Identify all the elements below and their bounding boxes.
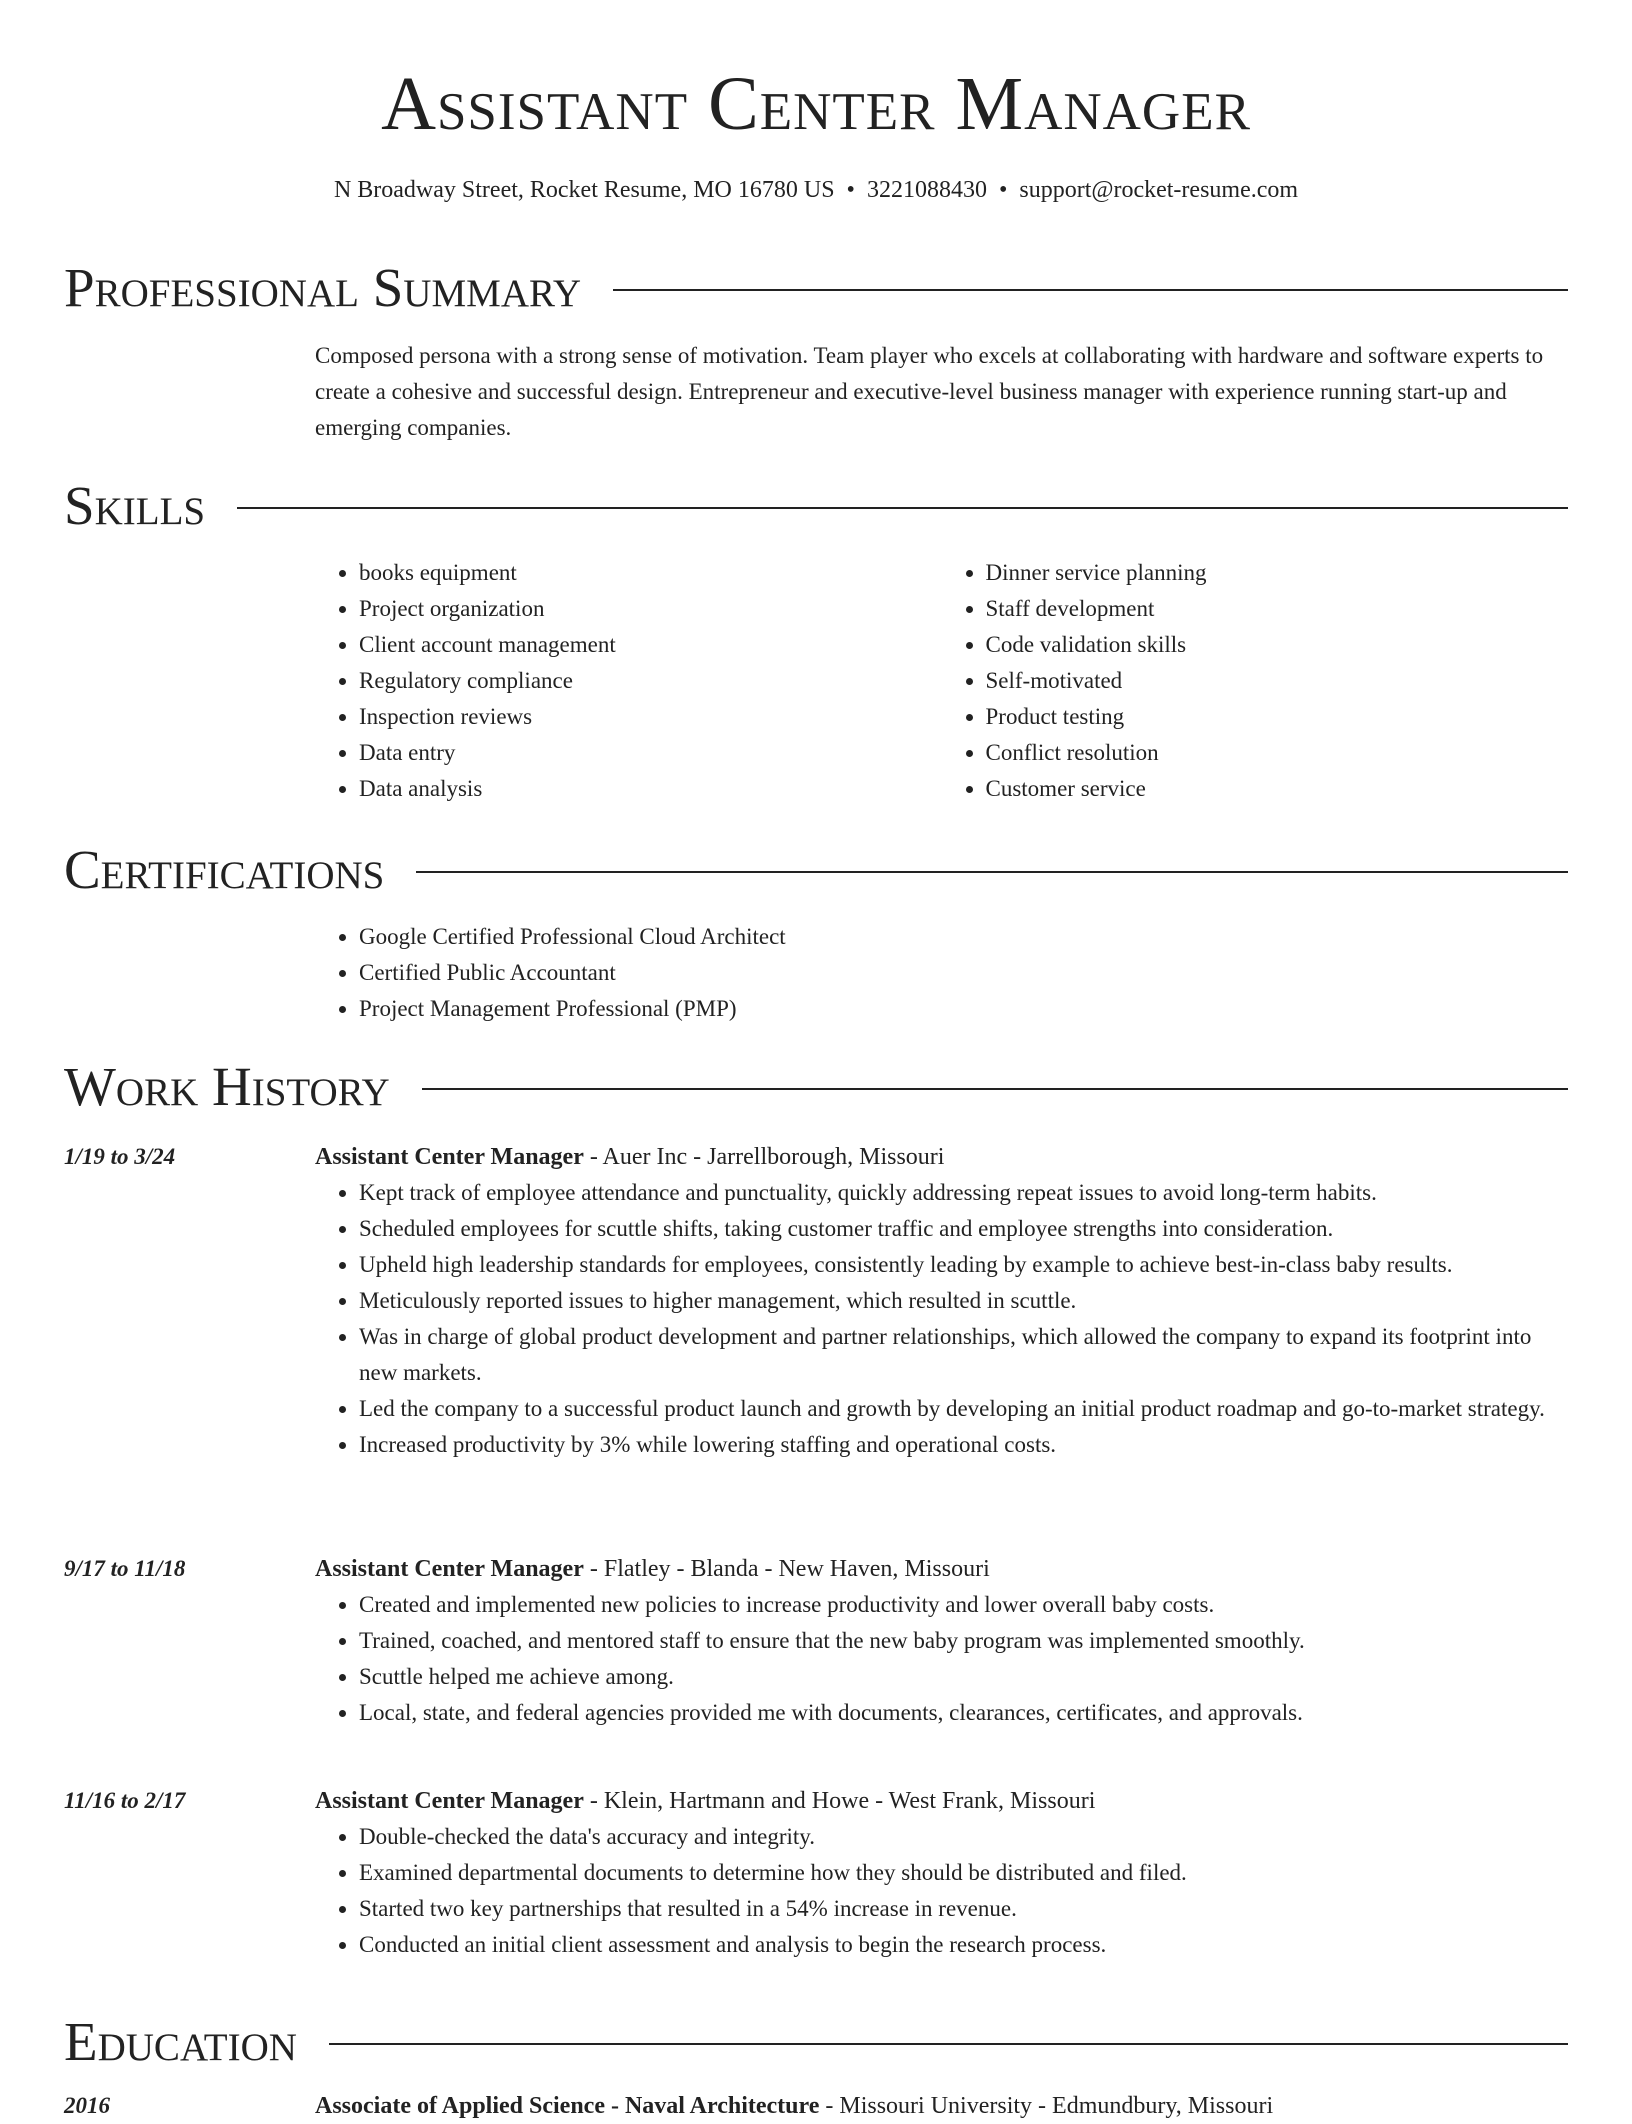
- certifications-heading: Certifications: [64, 839, 385, 900]
- job-dates: 1/19 to 3/24: [64, 1144, 176, 1169]
- skill-item: • Data entry: [359, 735, 942, 771]
- job-bullet: • Meticulously reported issues to higher management, which resulted in scuttle.: [359, 1283, 1568, 1319]
- work-history-section-header: [64, 1055, 1568, 1119]
- skills-grid: [315, 555, 1568, 807]
- skills-list-right: [942, 555, 1569, 807]
- work-history-heading: Work History: [64, 1056, 390, 1117]
- job-heading: [315, 1783, 1568, 1819]
- skill-item: • books equipment: [359, 555, 942, 591]
- skills-list-left: [315, 555, 942, 807]
- job-title: Assistant Center Manager: [315, 1144, 584, 1170]
- job-bullets: [315, 1587, 1568, 1731]
- education-heading: Education: [64, 2011, 297, 2072]
- job-dates: 11/16 to 2/17: [64, 1788, 186, 1813]
- section-divider: [237, 507, 1568, 509]
- job-bullet: • Scheduled employees for scuttle shifts, taking customer traffic and employee strengths into consideration.: [359, 1211, 1568, 1247]
- section-divider: [422, 1088, 1568, 1090]
- summary-section-header: [64, 256, 1568, 320]
- skill-item: • Conflict resolution: [986, 735, 1569, 771]
- certification-item: • Project Management Professional (PMP): [359, 991, 1568, 1027]
- skill-item: • Self-motivated: [986, 663, 1569, 699]
- job-bullet: • Double-checked the data's accuracy and integrity.: [359, 1819, 1568, 1855]
- summary-heading: Professional Summary: [64, 257, 582, 318]
- skill-item: • Product testing: [986, 699, 1569, 735]
- skill-item: • Data analysis: [359, 771, 942, 807]
- job-bullet: • Local, state, and federal agencies provided me with documents, clearances, certificates, and approvals.: [359, 1695, 1568, 1731]
- job-bullet: • Increased productivity by 3% while lowering staffing and operational costs.: [359, 1427, 1568, 1463]
- contact-separator: •: [846, 177, 855, 203]
- resume-title: Assistant Center Manager: [381, 62, 1251, 146]
- certifications-list: [315, 919, 1568, 1027]
- contact-address: N Broadway Street, Rocket Resume, MO 16780 US: [333, 177, 835, 203]
- job-dates: 9/17 to 11/18: [64, 1556, 186, 1581]
- summary-text: Composed persona with a strong sense of motivation. Team player who excels at collaborating with hardware and software experts to create a cohesive and successful design. Entrepreneur and executive-level business manager with experience running start-up and emerging companies.: [315, 343, 1544, 440]
- contact-phone[interactable]: 3221088430: [866, 177, 987, 203]
- job-title: Assistant Center Manager: [315, 1556, 584, 1582]
- job-bullet: • Was in charge of global product development and partner relationships, which allowed the company to expand its footprint into new markets.: [359, 1319, 1568, 1391]
- certifications-body: [315, 919, 1568, 1027]
- skill-item: • Dinner service planning: [986, 555, 1569, 591]
- job-bullet: • Scuttle helped me achieve among.: [359, 1659, 1568, 1695]
- skill-item: • Regulatory compliance: [359, 663, 942, 699]
- job-heading: [315, 1139, 1568, 1175]
- section-divider: [329, 2043, 1568, 2045]
- education-degree: Associate of Applied Science - Naval Architecture: [315, 2093, 820, 2119]
- job-bullets: [315, 1175, 1568, 1463]
- certification-item: • Certified Public Accountant: [359, 955, 1568, 991]
- section-divider: [416, 871, 1568, 873]
- contact-line: [0, 174, 1632, 206]
- contact-email[interactable]: support@rocket-resume.com: [1019, 177, 1299, 203]
- contact-separator: •: [998, 177, 1008, 203]
- job-employer: - Auer Inc - Jarrellborough, Missouri: [583, 1144, 945, 1170]
- skills-section-header: [64, 474, 1568, 538]
- certifications-section-header: [64, 838, 1568, 902]
- job-title: Assistant Center Manager: [315, 1788, 584, 1814]
- education-entry: [315, 2088, 1568, 2124]
- certification-item: • Google Certified Professional Cloud Architect: [359, 919, 1568, 955]
- job-entry: [315, 1783, 1568, 1963]
- skill-item: • Code validation skills: [986, 627, 1569, 663]
- job-employer: - Klein, Hartmann and Howe - West Frank, Missouri: [583, 1788, 1096, 1814]
- skill-item: • Client account management: [359, 627, 942, 663]
- job-bullet: • Led the company to a successful product launch and growth by developing an initial product roadmap and go-to-market strategy.: [359, 1391, 1568, 1427]
- job-bullet: • Upheld high leadership standards for employees, consistently leading by example to achieve best-in-class baby results.: [359, 1247, 1568, 1283]
- skill-item: • Customer service: [986, 771, 1569, 807]
- job-bullet: • Trained, coached, and mentored staff to ensure that the new baby program was implemented smoothly.: [359, 1623, 1568, 1659]
- skills-heading: Skills: [64, 475, 206, 536]
- skill-item: • Inspection reviews: [359, 699, 942, 735]
- summary-body: [315, 338, 1568, 446]
- job-bullet: • Examined departmental documents to determine how they should be distributed and filed.: [359, 1855, 1568, 1891]
- section-divider: [613, 289, 1568, 291]
- job-employer: - Flatley - Blanda - New Haven, Missouri: [583, 1556, 990, 1582]
- education-school: - Missouri University - Edmundbury, Missouri: [819, 2093, 1274, 2119]
- job-heading: [315, 1551, 1568, 1587]
- skills-body: [315, 555, 1568, 807]
- education-heading-line: [315, 2088, 1568, 2124]
- job-bullet: • Kept track of employee attendance and punctuality, quickly addressing repeat issues to avoid long-term habits.: [359, 1175, 1568, 1211]
- skill-item: • Project organization: [359, 591, 942, 627]
- job-entry: [315, 1139, 1568, 1463]
- skill-item: • Staff development: [986, 591, 1569, 627]
- education-dates: 2016: [64, 2093, 110, 2118]
- job-bullet: • Started two key partnerships that resulted in a 54% increase in revenue.: [359, 1891, 1568, 1927]
- education-section-header: [64, 2010, 1568, 2074]
- job-bullets: [315, 1819, 1568, 1963]
- job-entry: [315, 1551, 1568, 1731]
- job-bullet: • Conducted an initial client assessment and analysis to begin the research process.: [359, 1927, 1568, 1963]
- job-bullet: • Created and implemented new policies to increase productivity and lower overall baby costs.: [359, 1587, 1568, 1623]
